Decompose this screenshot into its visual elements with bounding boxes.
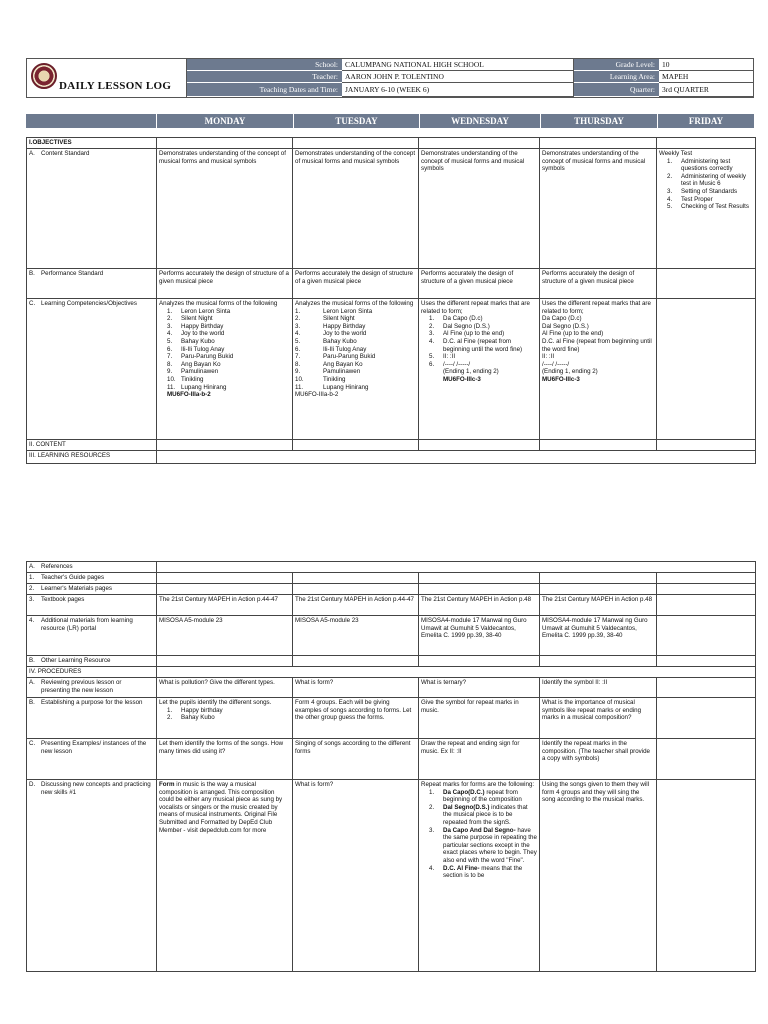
list-item: 5. Checking of Test Results bbox=[667, 203, 749, 211]
list-item: 6. Ili-Ili Tulog Anay bbox=[295, 345, 367, 353]
school-value: CALUMPANG NATIONAL HIGH SCHOOL bbox=[342, 59, 574, 71]
table-row bbox=[27, 667, 756, 678]
content-standard-label: A. Content Standard bbox=[27, 149, 157, 269]
purpose-mon: Let the pupils identify the different songs. 1. Happy birthday 2. Bahay Kubo bbox=[157, 698, 293, 739]
list-item: 5. II: :II bbox=[429, 353, 456, 361]
list-item: 2. Dal Segno(D.S.) indicates that the musical piece is to be repeated from the signS. bbox=[429, 803, 528, 826]
list-item: 2. Bahay Kubo bbox=[167, 714, 215, 722]
table-row bbox=[27, 584, 756, 595]
reviewing-thu: Identify the symbol II: :II bbox=[540, 678, 657, 698]
list-item: 6. /----/ /-----/ bbox=[429, 360, 471, 368]
list-item: 1. Leron Leron Sinta bbox=[295, 307, 373, 315]
list-item: 8. Ang Bayan Ko bbox=[295, 360, 363, 368]
quarter-value: 3rd QUARTER bbox=[659, 83, 754, 97]
list-item: 11. Lupang Hinirang bbox=[295, 383, 369, 391]
purpose-wed: Give the symbol for repeat marks in music. bbox=[419, 698, 540, 739]
list-item: 7. Paru-Parung Bukid bbox=[295, 353, 376, 361]
additional-materials-label: 4. Additional materials from learning resource (LR) portal bbox=[27, 616, 157, 656]
reviewing-mon: What is pollution? Give the different types. bbox=[157, 678, 293, 698]
discussing-thu: Using the songs given to them they will form 4 groups and they will sing the song according to the musical marks. bbox=[540, 780, 657, 972]
reviewing-wed: What is ternary? bbox=[419, 678, 540, 698]
table-row bbox=[27, 299, 756, 440]
list-item: 3. Happy Birthday bbox=[167, 322, 224, 330]
teachers-guide-label: 1. Teacher's Guide pages bbox=[27, 573, 157, 584]
teacher-value: AARON JOHN P. TOLENTINO bbox=[342, 71, 574, 83]
weekly-test-list bbox=[659, 158, 753, 211]
textbook-mon: The 21st Century MAPEH in Action p.44-47 bbox=[157, 595, 293, 616]
table-row bbox=[27, 656, 756, 667]
table-row bbox=[27, 573, 756, 584]
table-row bbox=[27, 451, 756, 464]
discussing-mon: Form in music is the way a musical composition is arranged. This composition could be either any musical piece as sung by vocalists or singers or the music created by means of musical instruments. Original File Submitted and Formatted by DepEd Club Member - visit depedclub.com for more bbox=[157, 780, 293, 972]
table-row bbox=[27, 269, 756, 299]
list-item: 4. Test Proper bbox=[667, 195, 713, 203]
day-friday: FRIDAY bbox=[657, 114, 754, 128]
table-row bbox=[27, 780, 756, 972]
grade-value: 10 bbox=[659, 59, 754, 71]
area-value: MAPEH bbox=[659, 71, 754, 83]
competency-code: MU6FO-IIIc-3 bbox=[542, 375, 580, 383]
competencies-wed: Uses the different repeat marks that are related to form; 1. Da Capo (D.c) 2. Dal Segno (D.S.) 3. Al Fine (up to the end) 4. D.C. al Fine (repeat from beginning until the word fine) 5. II: :II 6. /----/ /-----/ (Ending 1, ending 2) MU6FO-IIIc-3 bbox=[419, 299, 540, 440]
day-thursday: THURSDAY bbox=[540, 114, 657, 128]
additional-materials-thu: MISOSA4-module 17 Manwal ng Guro Umawit at Gumuhit 5 Valdecantos, Emelita C. 1999 pp.39, 38-40 bbox=[540, 616, 657, 656]
content-standard-tue: Demonstrates understanding of the concept of musical forms and musical symbols bbox=[293, 149, 419, 269]
table-row bbox=[27, 678, 756, 698]
list-item: 8. Ang Bayan Ko bbox=[167, 360, 221, 368]
page-title: DAILY LESSON LOG bbox=[59, 80, 172, 92]
list-item: 10. Tinikling bbox=[295, 375, 346, 383]
textbook-tue: The 21st Century MAPEH in Action p.44-47 bbox=[293, 595, 419, 616]
list-item: 2. Silent Night bbox=[167, 315, 213, 323]
quarter-label: Quarter: bbox=[574, 83, 659, 97]
procedures-table bbox=[26, 561, 756, 972]
textbook-wed: The 21st Century MAPEH in Action p.48 bbox=[419, 595, 540, 616]
table-row bbox=[27, 739, 756, 780]
list-item: 5. Bahay Kubo bbox=[295, 337, 357, 345]
content-standard-mon: Demonstrates understanding of the concept of musical forms and musical symbols bbox=[157, 149, 293, 269]
competencies-mon: Analyzes the musical forms of the following 1. Leron Leron Sinta 2. Silent Night 3. Happy Birthday 4. Joy to the world 5. Bahay Kubo 6. Ili-Ili Tulog Anay 7. Paru-Parung Bukid 8. Ang Bayan Ko 9. Pamulinawen 10. Tinikling 11. Lupang Hinirang MU6FO-IIIa-b-2 bbox=[157, 299, 293, 440]
list-item: 11. Lupang Hinirang bbox=[167, 383, 227, 391]
textbook-label: 3. Textbook pages bbox=[27, 595, 157, 616]
competencies-thu: Uses the different repeat marks that are related to form; Da Capo (D.c) Dal Segno (D.S.) Al Fine (up to the end) D.C. al Fine (repeat from beginning until the word fine) II: :II /----/ /-----/ (Ending 1, ending 2) MU6FO-IIIc-3 bbox=[540, 299, 657, 440]
additional-materials-tue: MISOSA A5-module 23 bbox=[293, 616, 419, 656]
reviewing-label: A. Reviewing previous lesson or presenting the new lesson bbox=[27, 678, 157, 698]
list-item: 2. Silent Night bbox=[295, 315, 355, 323]
competency-code: MU6FO-IIIa-b-2 bbox=[167, 391, 211, 399]
grade-label: Grade Level: bbox=[574, 59, 659, 71]
area-label: Learning Area: bbox=[574, 71, 659, 83]
presenting-thu: Identify the repeat marks in the composition. (The teacher shall provide a copy with symbols) bbox=[540, 739, 657, 780]
list-item: 4. Joy to the world bbox=[167, 330, 225, 338]
performance-standard-thu: Performs accurately the design of structure of a given musical piece bbox=[540, 269, 657, 299]
list-item: 3. Da Capo And Dal Segno- have the same purpose in repeating the particular sections except in the exact places where to begin. They also end with the word "Fine". bbox=[429, 826, 537, 864]
school-label: School: bbox=[187, 59, 342, 71]
additional-materials-mon: MISOSA A5-module 23 bbox=[157, 616, 293, 656]
references-label: A. References bbox=[27, 562, 157, 573]
table-row bbox=[27, 138, 756, 149]
purpose-label: B. Establishing a purpose for the lesson bbox=[27, 698, 157, 739]
list-item: 5. Bahay Kubo bbox=[167, 337, 215, 345]
competencies-tue: Analyzes the musical forms of the following 1. Leron Leron Sinta 2. Silent Night 3. Happy Birthday 4. Joy to the world 5. Bahay Kubo 6. Ili-Ili Tulog Anay 7. Paru-Parung Bukid 8. Ang Bayan Ko 9. Pamulinawen 10. Tinikling 11. Lupang Hinirang MU6FO-IIIa-b-2 bbox=[293, 299, 419, 440]
list-item: 7. Paru-Parung Bukid bbox=[167, 353, 234, 361]
table-row bbox=[27, 562, 756, 573]
logo-box bbox=[27, 59, 187, 97]
deped-seal-icon bbox=[31, 63, 57, 89]
purpose-tue: Form 4 groups. Each will be giving examples of songs according to forms. Let the other group guess the forms. bbox=[293, 698, 419, 739]
day-wednesday: WEDNESDAY bbox=[419, 114, 540, 128]
lesson-log-header bbox=[26, 58, 754, 98]
list-item: 4. Joy to the world bbox=[295, 330, 367, 338]
performance-standard-mon: Performs accurately the design of structure of a given musical piece bbox=[157, 269, 293, 299]
list-item: 3. Al Fine (up to the end) bbox=[429, 330, 505, 338]
list-item: 1. Leron Leron Sinta bbox=[167, 307, 231, 315]
list-item: 1. Happy birthday bbox=[167, 706, 223, 714]
content-standard-wed: Demonstrates understanding of the concept of musical forms and musical symbols bbox=[419, 149, 540, 269]
presenting-tue: Singing of songs according to the different forms bbox=[293, 739, 419, 780]
presenting-mon: Let them identify the forms of the songs. How many times did using it? bbox=[157, 739, 293, 780]
performance-standard-wed: Performs accurately the design of structure of a given musical piece bbox=[419, 269, 540, 299]
table-row bbox=[27, 595, 756, 616]
list-item: 9. Pamulinawen bbox=[295, 368, 361, 376]
objectives-heading: I.OBJECTIVES bbox=[27, 138, 157, 149]
discussing-label: D. Discussing new concepts and practicing new skills #1 bbox=[27, 780, 157, 972]
reviewing-tue: What is form? bbox=[293, 678, 419, 698]
day-monday: MONDAY bbox=[156, 114, 293, 128]
learners-materials-label: 2. Learner's Materials pages bbox=[27, 584, 157, 595]
competency-code: MU6FO-IIIa-b-2 bbox=[295, 391, 339, 399]
table-row bbox=[27, 616, 756, 656]
dates-value: JANUARY 6-10 (WEEK 6) bbox=[342, 83, 574, 97]
dates-label: Teaching Dates and Time: bbox=[187, 83, 342, 97]
procedures-heading: IV. PROCEDURES bbox=[27, 667, 157, 678]
list-item: 2. Administering of weekly test in Music 6 bbox=[667, 172, 746, 188]
table-row bbox=[27, 440, 756, 451]
competency-code: MU6FO-IIIc-3 bbox=[443, 375, 481, 383]
discussing-tue: What is form? bbox=[293, 780, 419, 972]
list-item: 4. D.C. al Fine (repeat from beginning until the word fine) bbox=[429, 337, 523, 353]
content-heading: II. CONTENT bbox=[27, 440, 157, 451]
performance-standard-tue: Performs accurately the design of structure of a given musical piece bbox=[293, 269, 419, 299]
teacher-label: Teacher: bbox=[187, 71, 342, 83]
table-row bbox=[27, 698, 756, 739]
competencies-label: C. Learning Competencies/Objectives bbox=[27, 299, 157, 440]
other-resource-label: B. Other Learning Resource bbox=[27, 656, 157, 667]
list-item: 4. D.C. Al Fine- means that the section is to be bbox=[429, 864, 523, 880]
day-tuesday: TUESDAY bbox=[293, 114, 419, 128]
resources-heading: III. LEARNING RESOURCES bbox=[27, 451, 157, 464]
weekday-header bbox=[26, 114, 754, 128]
list-item: 6. Ili-Ili Tulog Anay bbox=[167, 345, 225, 353]
performance-standard-label: B. Performance Standard bbox=[27, 269, 157, 299]
textbook-thu: The 21st Century MAPEH in Action p.48 bbox=[540, 595, 657, 616]
list-item: 3. Happy Birthday bbox=[295, 322, 366, 330]
discussing-wed: Repeat marks for forms are the following: 1. Da Capo(D.C.) repeat from beginning of the composition 2. Dal Segno(D.S.) indicates that the musical piece is to be repeated from the signS. 3. Da Capo And Dal Segno- have the same purpose in repeating the particular sections except in the exact places where to begin. They also end with the word "Fine". 4. D.C. Al Fine- means that the section is to be bbox=[419, 780, 540, 972]
list-item: 10. Tinikling bbox=[167, 375, 204, 383]
list-item: 1. Administering test questions correctly bbox=[667, 157, 733, 173]
table-row bbox=[27, 149, 756, 269]
weekly-test-title: Weekly Test bbox=[659, 150, 693, 157]
list-item: 2. Dal Segno (D.S.) bbox=[429, 322, 490, 330]
purpose-thu: What is the importance of musical symbols like repeat marks or ending marks in a musical composition? bbox=[540, 698, 657, 739]
objectives-table bbox=[26, 137, 756, 464]
content-standard-thu: Demonstrates understanding of the concept of musical forms and musical symbols bbox=[540, 149, 657, 269]
list-item: 1. Da Capo (D.c) bbox=[429, 315, 483, 323]
list-item: 3. Setting of Standards bbox=[667, 187, 738, 195]
weekly-test-cell bbox=[657, 149, 756, 269]
presenting-label: C. Presenting Examples/ instances of the new lesson bbox=[27, 739, 157, 780]
list-item: 1. Da Capo(D.C.) repeat from beginning of the composition bbox=[429, 788, 522, 804]
additional-materials-wed: MISOSA4-module 17 Manwal ng Guro Umawit at Gumuhit 5 Valdecantos, Emelita C. 1999 pp.39, 38-40 bbox=[419, 616, 540, 656]
presenting-wed: Draw the repeat and ending sign for music. Ex II: :II bbox=[419, 739, 540, 780]
list-item: 9. Pamulinawen bbox=[167, 368, 219, 376]
